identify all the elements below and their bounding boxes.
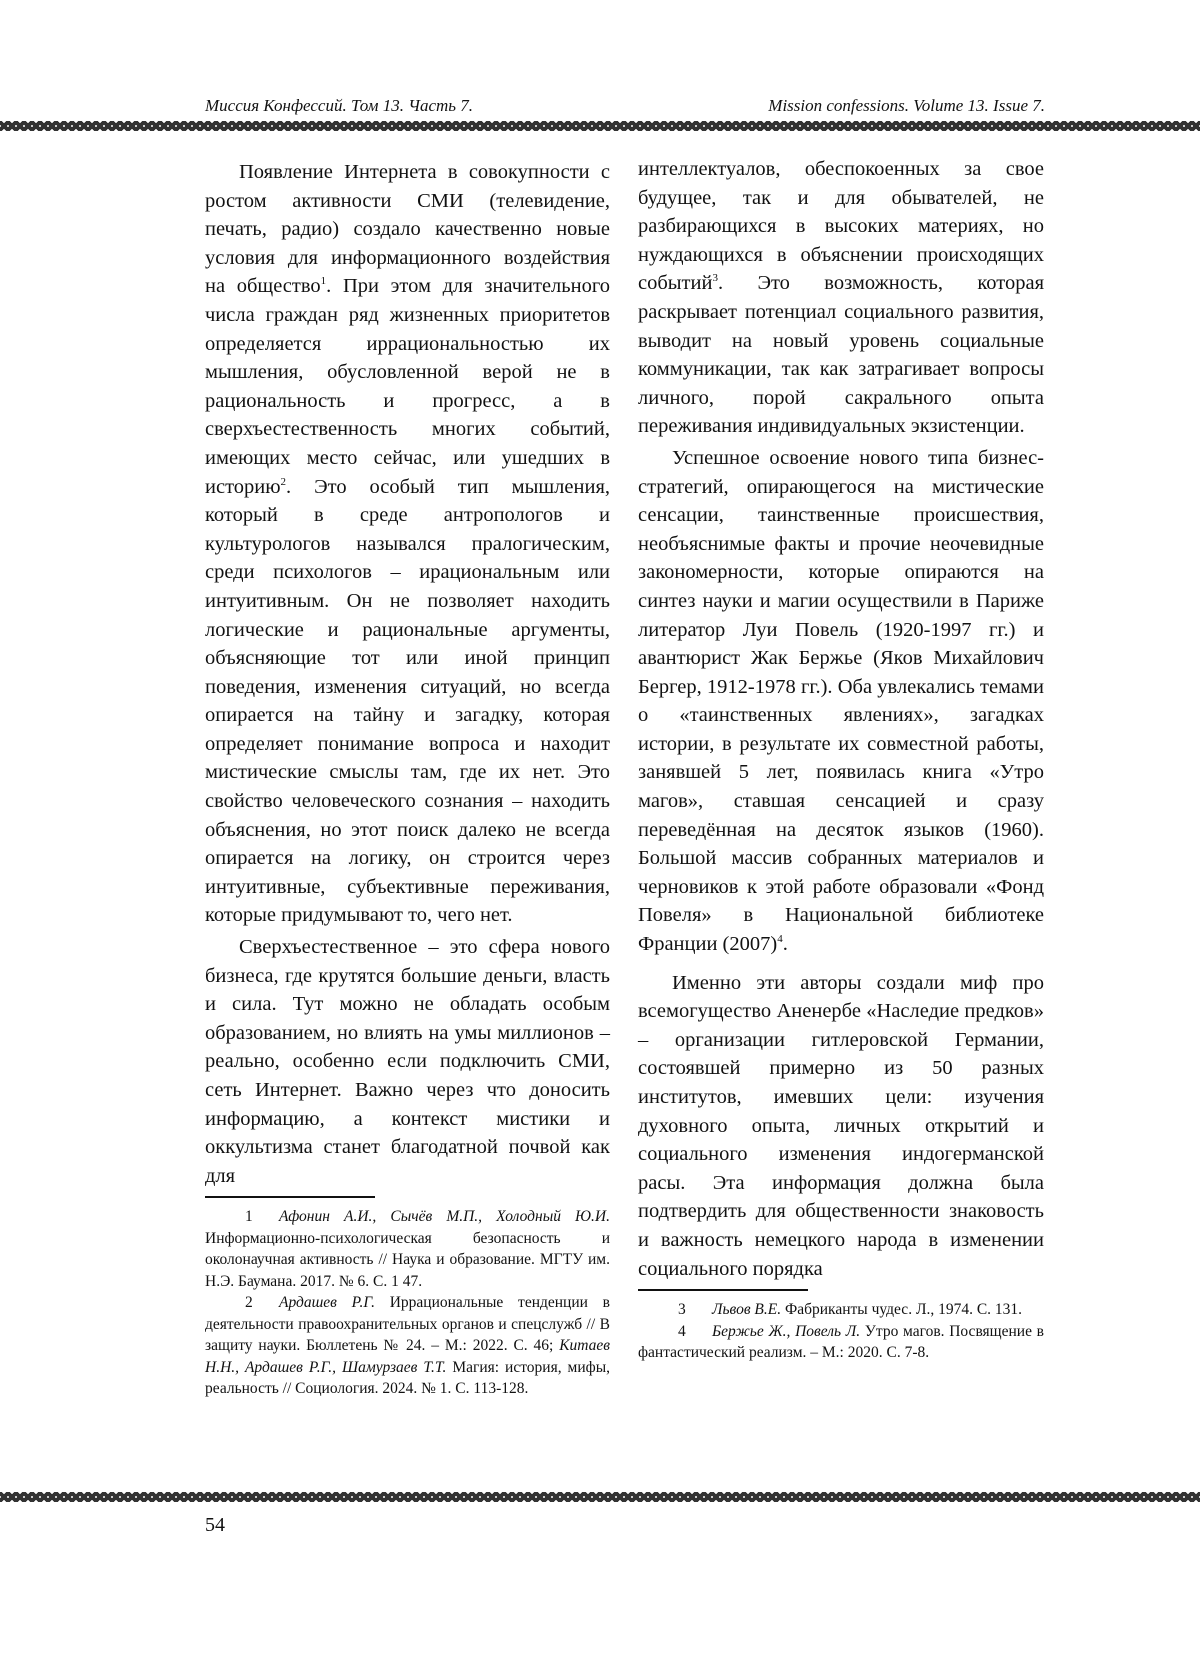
footnote-ref[interactable]: 2 [280, 475, 287, 488]
running-header [205, 96, 1045, 118]
header-ornament-divider [0, 121, 1200, 131]
footnote-ref[interactable]: 3 [712, 272, 718, 285]
left-column [205, 158, 610, 1400]
paragraph: Именно эти авторы создали миф про всемогущество Аненербе «Наследие предков» – организации гитлеровской Германии, состоявшей примерно из 50 разных институтов, имевших цели: изучения духовного опыта, личных открытий и социального изменения индогерманской расы. Эта информация должна была подтвердить для общественности знаковость и важность немецкого народа в изменении социального порядка [638, 971, 1044, 1280]
left-body-text [205, 158, 610, 1190]
footnote: 3 Львов В.Е. Фабриканты чудес. Л., 1974. С. 131. [678, 1301, 1023, 1319]
footnote: 4 Бержье Ж., Повель Л. Утро магов. Посвящение в фантастический реализм. – М.: 2020. С. 7-8. [638, 1322, 1044, 1362]
paragraph: Появление Интернета в совокупности с ростом активности СМИ (телевидение, печать, радио) создало качественно новые условия для информационного воздействия на общество$^1$. При этом для значительного числа граждан ряд жизненных приоритетов определяется иррациональностью их мышления, обусловленной верой не в рациональность и прогресс, а в сверхъестественность многих событий, имеющих место сейчас, или ушедших в историю$^2$. Это особый тип мышления, который в среде антропологов и культурологов назывался пралогическим, среди психологов – ирациональным или интуитивным. Он не позволяет находить логические и рациональные аргументы, объясняющие тот или иной принцип поведения, изменения ситуаций, но всегда опирается на тайну и загадку, которая определяет понимание вопроса и находит мистические смыслы там, где их нет. Это свойство человеческого сознания – находить объяснения, но этот поиск далеко не всегда опирается на логику, он строится через интуитивные, субъективные переживания, которые придумывают то, чего нет. [205, 161, 610, 927]
paragraph: Успешное освоение нового типа бизнес-стратегий, опирающегося на мистические сенсации, таинственные происшествия, необъяснимые факты и прочие неочевидные закономерности, которые опираются на синтез науки и магии осуществили в Париже литератор Луи Повель (1920-1997 гг.) и авантюрист Жак Бержье (Яков Михайлович Бергер, 1912-1978 гг.). Оба увлекались темами о «таинственных явлениях», загадках истории, в результате их совместной работы, занявшей 5 лет, появилась книга «Утро магов», ставшая сенсацией и сразу переведённая на десяток языков (1960). Большой массив собранных материалов и черновиков к этой работе образовали «Фонд Повеля» в Национальной библиотеке Франции $(2007)^4$. [638, 446, 1044, 956]
page-number: 54 [205, 1514, 225, 1536]
footnote: 2 Ардашев Р.Г. Иррациональные тенденции в деятельности правоохранительных органов и спецслужб // В защиту науки. Бюллетень № 24. – М.: 2022. С. 46; Китаев Н.Н., Ардашев Р.Г., Шамурзаев Т.Т. Магия: история, мифы, реальность // Социология. 2024. № 1. С. 113-128. [205, 1294, 610, 1398]
journal-title-en: Mission confessions. Volume 13. Issue 7. [768, 96, 1045, 115]
footnotes [638, 1299, 1044, 1364]
footer-ornament-divider [0, 1492, 1200, 1502]
footnotes [205, 1206, 610, 1400]
paragraph: Сверхъестественное – это сфера нового бизнеса, где крутятся большие деньги, власть и сила. Тут можно не обладать особым образованием, но влиять на умы миллионов – реально, особенно если подключить СМИ, сеть Интернет. Важно через что доносить информацию, а контекст мистики и оккультизма станет благодатной почвой как для [205, 936, 610, 1187]
journal-title-ru: Миссия Конфессий. Том 13. Часть 7. [205, 96, 474, 115]
right-body-text [638, 155, 1044, 1283]
footnote-separator [638, 1289, 808, 1291]
footnote-separator [205, 1196, 375, 1198]
paragraph: интеллектуалов, обеспокоенных за свое будущее, так и для обывателей, не разбирающихся в высоких материях, но нуждающихся в объяснении происходящих событий$^3$. Это возможность, которая раскрывает потенциал социального развития, выводит на новый уровень социальные коммуникации, так как затрагивает вопросы личного, порой сакрального опыта переживания индивидуальных экзистенции. [638, 158, 1044, 438]
footnote-ref[interactable]: 1 [320, 275, 327, 288]
footnote-ref[interactable]: 4 [777, 933, 783, 946]
right-column [638, 155, 1044, 1364]
footnote: 1 Афонин А.И., Сычёв М.П., Холодный Ю.И. Информационно-психологическая безопасность и околонаучная активность // Наука и образование. МГТУ им. Н.Э. Баумана. 2017. № 6. С. 1 47. [205, 1208, 610, 1290]
